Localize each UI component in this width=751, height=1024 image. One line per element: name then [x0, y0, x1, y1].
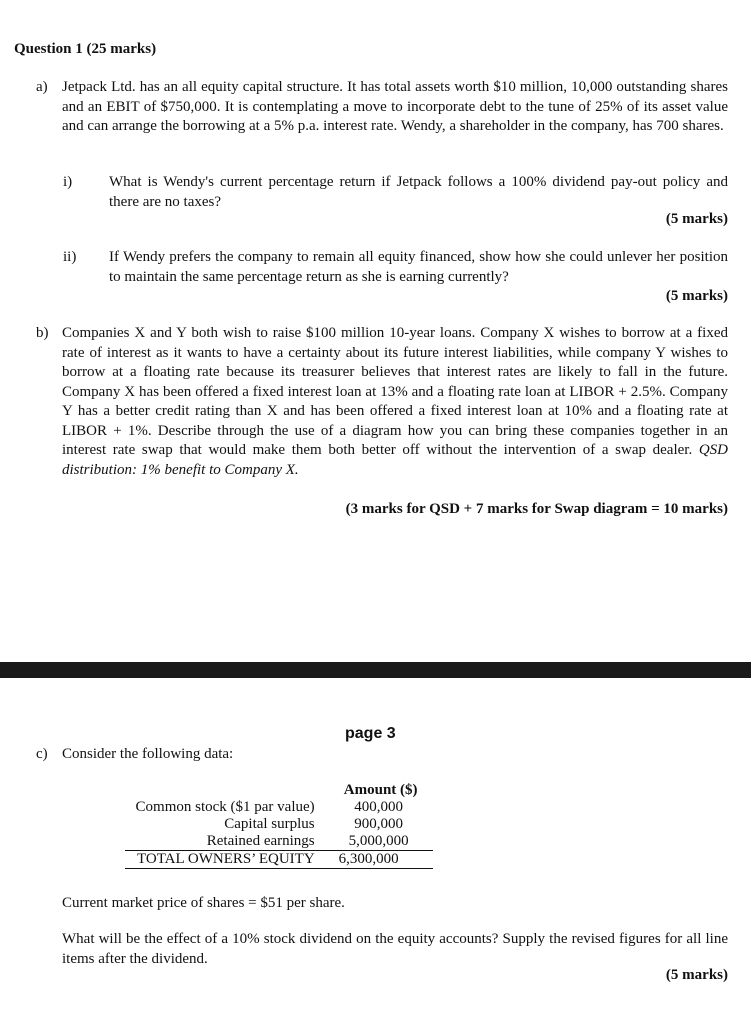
question-heading: Question 1 (25 marks) [14, 41, 157, 57]
row-value: 5,000,000 [348, 833, 409, 849]
part-a-text: Jetpack Ltd. has an all equity capital structure. It has total assets worth $10 million, 10,000 outstanding shares and an EBIT of $750,000. It is contemplating a move to incorporate debt to the tune of 25% of its asset value and can arrange the borrowing at a 5% p.a. interest rate. Wendy, a shareholder in the company, has 700 shares. [62, 79, 728, 134]
equity-table [125, 782, 433, 869]
total-row [125, 851, 433, 869]
amount-header: Amount ($) [343, 782, 418, 798]
total-value: 6,300,000 [325, 851, 433, 869]
part-a-i-text: What is Wendy's current percentage return if Jetpack follows a 100% dividend pay-out policy and there are no taxes? [109, 174, 728, 210]
part-c-intro: Consider the following data: [62, 746, 234, 762]
part-b-text-block [62, 324, 728, 480]
page-number: page 3 [345, 725, 396, 742]
table-row [125, 799, 433, 816]
part-a-i-marks: (5 marks) [665, 211, 728, 227]
part-a-ii-marks: (5 marks) [665, 288, 728, 304]
part-a-ii-text: If Wendy prefers the company to remain all equity financed, show how she could unlever her position to maintain the same percentage return as she is earning currently? [109, 249, 728, 285]
part-a-label: a) [36, 79, 48, 95]
table-row [125, 816, 433, 833]
row-value: 900,000 [354, 816, 404, 832]
part-a-ii-label: ii) [63, 249, 77, 265]
part-c-marks: (5 marks) [665, 967, 728, 983]
row-value: 400,000 [354, 799, 404, 815]
part-b-qsd-note: QSD distribution: 1% benefit to Company X. [62, 442, 729, 478]
row-label: Retained earnings [206, 833, 315, 849]
page-separator [0, 662, 751, 678]
part-c-label: c) [36, 746, 48, 762]
part-b-marks: (3 marks for QSD + 7 marks for Swap diagram = 10 marks) [345, 501, 728, 517]
part-b-text: Companies X and Y both wish to raise $100 million 10-year loans. Company X wishes to borrow at a fixed rate of interest as it wants to have a certainty about its future interest liabilities, while company Y wishes to borrow at a floating rate because its treasurer believes that interest rates are likely to fall in the future. Company X has been offered a fixed interest loan at 13% and a floating rate loan at LIBOR + 2.5%. Company Y has a better credit rating than X and has been offered a fixed interest loan at 10% and a floating rate at LIBOR + 1%. Describe through the use of a diagram how you can bring these companies together in an interest rate swap that would make them both better off without the intervention of a swap dealer. [62, 325, 728, 458]
market-price: Current market price of shares = $51 per share. [62, 895, 345, 911]
total-label: TOTAL OWNERS’ EQUITY [125, 851, 325, 869]
table-row [125, 833, 433, 851]
row-label: Capital surplus [224, 816, 315, 832]
row-label: Common stock ($1 par value) [135, 799, 315, 815]
part-a-i-label: i) [63, 174, 73, 190]
part-b-label: b) [36, 325, 49, 341]
part-c-question: What will be the effect of a 10% stock dividend on the equity accounts? Supply the revised figures for all line items after the dividend. [62, 931, 728, 967]
